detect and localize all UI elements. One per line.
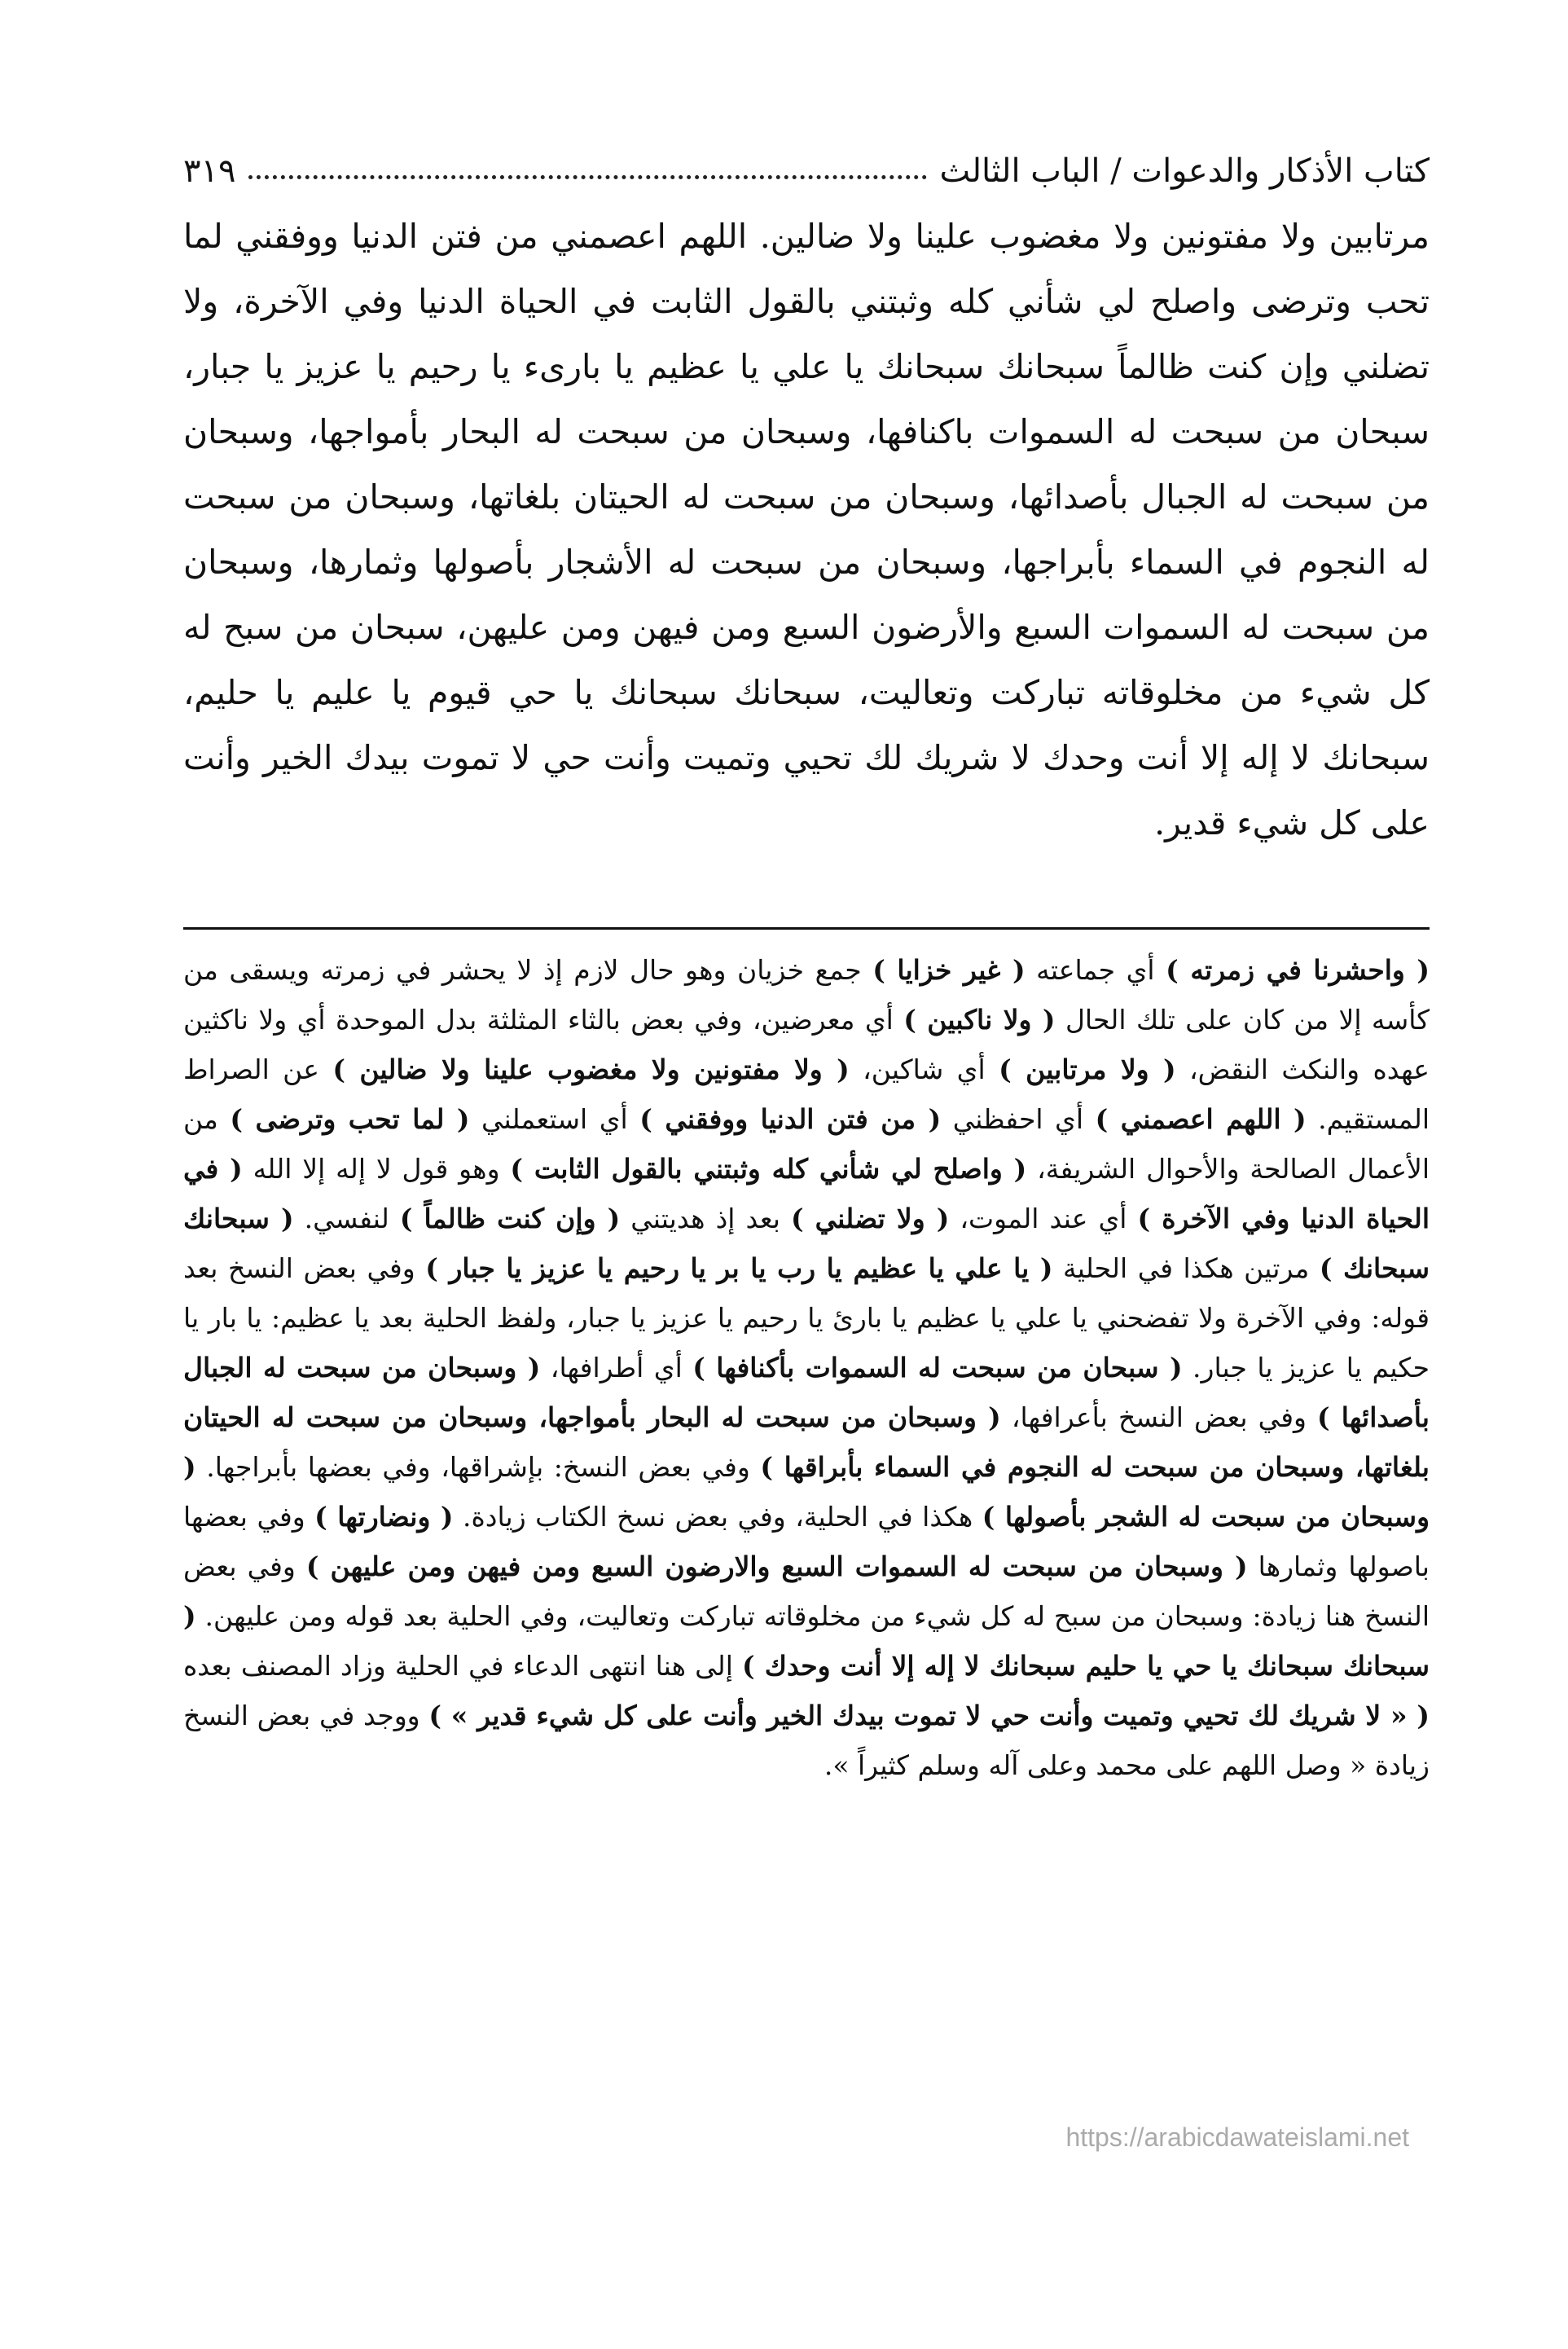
quoted-phrase: ( سبحان من سبحت له السموات بأكنافها ) (692, 1352, 1183, 1383)
quoted-phrase: ( ولا مرتابين ) (999, 1054, 1176, 1085)
quoted-phrase: ( لما تحب وترضى ) (230, 1103, 470, 1135)
quoted-phrase: ( ونضارتها ) (314, 1501, 454, 1533)
commentary-text: أي احفظني (941, 1103, 1096, 1135)
quoted-phrase: ( ولا مفتونين ولا مغضوب علينا ولا ضالين ) (332, 1054, 850, 1085)
quoted-phrase: ( غير خزايا ) (872, 954, 1026, 986)
commentary-text: إلى هنا انتهى الدعاء في الحلية وزاد المصنف بعده (183, 1650, 742, 1682)
commentary-text: وفي بعضها باصولها وثمارها (183, 1501, 1430, 1582)
commentary-text: من الأعمال الصالحة والأحوال الشريفة، (183, 1103, 1430, 1185)
quoted-phrase: ( وسبحان من سبحت له الشجر بأصولها ) (183, 1451, 1430, 1533)
footnote-separator (183, 927, 1430, 930)
commentary-text: هكذا في الحلية، وفي بعض نسخ الكتاب زيادة. (453, 1501, 982, 1533)
quoted-phrase: ( ولا تضلني ) (791, 1203, 950, 1234)
quoted-phrase: ( سبحانك سبحانك ) (183, 1203, 1430, 1284)
quoted-phrase: ( من فتن الدنيا ووفقني ) (639, 1103, 942, 1135)
commentary-text: عن الصراط المستقيم. (183, 1054, 1430, 1135)
commentary-text: وفي بعض النسخ هنا زيادة: وسبحان من سبح له كل شيء من مخلوقاته تباركت وتعاليت، وفي الحلية بعد قوله ومن عليهن. (183, 1551, 1430, 1632)
page-number: ٣١٩ (183, 152, 236, 190)
commentary-text: ووجد في بعض النسخ زيادة « وصل اللهم على محمد وعلى آله وسلم كثيراً ». (183, 1700, 1430, 1781)
commentary-block (183, 945, 1430, 1790)
commentary-text: وهو قول لا إله إلا الله (242, 1153, 511, 1185)
quoted-phrase: ( وسبحان من سبحت له الجبال بأصدائها ) (183, 1352, 1430, 1433)
quoted-phrase: ( « لا شريك لك تحيي وتميت وأنت حي لا تموت بيدك الخير وأنت على كل شيء قدير » ) (428, 1700, 1430, 1731)
commentary-text: بعد إذ هديتني (620, 1203, 791, 1234)
chapter-title: كتاب الأذكار والدعوات / الباب الثالث (939, 152, 1430, 190)
quoted-phrase: ( وإن كنت ظالماً ) (399, 1203, 621, 1234)
commentary-text: وفي بعض النسخ: بإشراقها، وفي بعضها بأبراجها. (195, 1451, 761, 1483)
commentary-text: أي أطرافها، (540, 1352, 693, 1383)
commentary-text: جمع خزيان وهو حال لازم إذ لا يحشر في زمرته ويسقى من كأسه إلا من كان على تلك الحال (183, 954, 1430, 1036)
commentary-text: وفي بعض النسخ بعد قوله: وفي الآخرة ولا تفضحني يا علي يا عظيم يا بارئ يا رحيم يا عزيز يا جبار، ولفظ الحلية بعد يا عظيم: يا بار يا حكيم يا عزيز يا جبار. (183, 1252, 1430, 1383)
quoted-phrase: ( يا علي يا عظيم يا رب يا بر يا رحيم يا عزيز يا جبار ) (425, 1252, 1053, 1284)
quoted-phrase: ( واصلح لي شأني كله وثبتني بالقول الثابت ) (510, 1153, 1027, 1185)
quoted-phrase: ( في الحياة الدنيا وفي الآخرة ) (183, 1153, 1430, 1234)
commentary-text: أي معرضين، وفي بعض بالثاء المثلثة بدل الموحدة أي ولا ناكثين عهده والنكث النقض، (183, 1004, 1430, 1085)
commentary-text: أي استعملني (469, 1103, 640, 1135)
quoted-phrase: ( وسبحان من سبحت له السموات السبع والارضون السبع ومن فيهن ومن عليهن ) (305, 1551, 1248, 1582)
commentary-text: أي شاكين، (849, 1054, 999, 1085)
quoted-phrase: ( وسبحان من سبحت له البحار بأمواجها، وسبحان من سبحت له الحيتان بلغاتها، وسبحان من سبحت له النجوم في السماء بأبراقها ) (183, 1401, 1430, 1483)
quoted-phrase: ( ولا ناكبين ) (903, 1004, 1056, 1036)
watermark-url: https://arabicdawateislami.net (1065, 2122, 1409, 2152)
header-dot-leader (248, 174, 926, 179)
commentary-text: مرتين هكذا في الحلية (1052, 1252, 1320, 1284)
quoted-phrase: ( اللهم اعصمني ) (1095, 1103, 1307, 1135)
commentary-text: أي جماعته (1025, 954, 1166, 986)
commentary-text: لنفسي. (293, 1203, 400, 1234)
main-text-block (183, 204, 1430, 856)
commentary-text: أي عند الموت، (949, 1203, 1138, 1234)
main-paragraph: مرتابين ولا مفتونين ولا مغضوب علينا ولا ضالين. اللهم اعصمني من فتن الدنيا ووفقني لما تحب وترضى واصلح لي شأني كله وثبتني بالقول الثابت في الحياة الدنيا وفي الآخرة، ولا تضلني وإن كنت ظالماً سبحانك سبحانك يا علي يا عظيم يا بارىء يا رحيم يا عزيز يا جبار، سبحان من سبحت له السموات باكنافها، وسبحان من سبحت له البحار بأمواجها، وسبحان من سبحت له الجبال بأصدائها، وسبحان من سبحت له الحيتان بلغاتها، وسبحان من سبحت له النجوم في السماء بأبراجها، وسبحان من سبحت له الأشجار بأصولها وثمارها، وسبحان من سبحت له السموات السبع والأرضون السبع ومن فيهن ومن عليهن، سبحان من سبح له كل شيء من مخلوقاته تباركت وتعاليت، سبحانك سبحانك يا حي قيوم يا عليم يا حليم، سبحانك لا إله إلا أنت وحدك لا شريك لك تحيي وتميت وأنت حي لا تموت بيدك الخير وأنت على كل شيء قدير. (183, 217, 1430, 842)
commentary-text: وفي بعض النسخ بأعرافها، (1000, 1401, 1318, 1433)
running-header (183, 122, 1430, 190)
commentary-paragraph (183, 945, 1430, 1790)
quoted-phrase: ( واحشرنا في زمرته ) (1166, 954, 1430, 986)
quoted-phrase: ( سبحانك سبحانك يا حي يا حليم سبحانك لا إله إلا أنت وحدك ) (183, 1600, 1430, 1682)
